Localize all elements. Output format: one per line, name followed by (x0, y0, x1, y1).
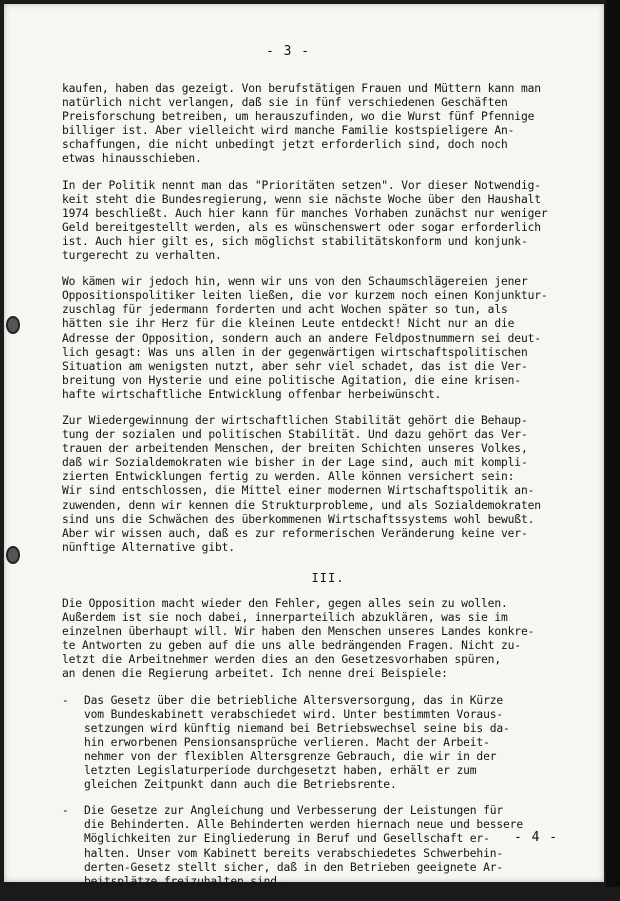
list-item-text: Die Gesetze zur Angleichung und Verbesserung der Leistungen für die Behinderten. Alle Behinderten werden hiernach neue und bessere Möglichkeiten zur Eingliederung in Beruf und Gesellschaft er- halten. Unser vom Kabinett bereits verabschiedetes Schwerbehin- derten-Gesetz stellt sicher, daß in den Betrieben geeignete Ar- beitsplätze freizuhalten sind. (84, 804, 523, 888)
page-number: - 3 - (266, 44, 311, 59)
next-page-marker: - 4 - (514, 830, 559, 845)
list-item (62, 804, 594, 889)
list-item-text: Das Gesetz über die betriebliche Altersversorgung, das in Kürze vom Bundeskabinett verabschiedet wird. Unter bestimmten Voraus- setzungen wird künftig niemand bei Betriebswechsel seine bis da- hin erworbenen Pensionsansprüche verlieren. Macht der Arbeit- nehmer von der flexiblen Altersgrenze Gebrauch, die wir in der letzten Legislaturperiode durchgesetzt haben, erhält er zum gleichen Zeitpunkt dann auch die Betriebsrente. (84, 693, 510, 792)
punch-hole (6, 316, 20, 334)
list-item (62, 694, 594, 793)
scan-edge (606, 0, 620, 887)
paragraph: Die Opposition macht wieder den Fehler, gegen alles sein zu wollen. Außerdem ist sie noch dabei, innerparteilich abzuklären, was sie im einzelnen überhaupt will. Wir haben den Menschen unseres Landes konkre- te Antworten zu geben auf die uns alle bedrängenden Fragen. Nicht zu- letzt die Arbeitnehmer werden dies an den Gesetzesvorhaben spüren, an denen die Regierung arbeitet. Ich nenne drei Beispiele: (62, 597, 535, 681)
bullet-marker: - (62, 693, 69, 707)
paragraph: In der Politik nennt man das "Prioritäten setzen". Vor dieser Notwendig- keit steht die Bundesregierung, wenn sie nächste Woche über den Haushalt 1974 beschließt. Auch hier kann für manches Vorhaben zunächst nur weniger Geld bereitgestellt werden, als es wünschenswert oder sogar erforderlich ist. Auch hier gilt es, sich möglichst stabilitätskonform und konjunk- turgerecht zu verhalten. (62, 178, 548, 263)
document-page (4, 4, 604, 888)
bullet-marker: - (62, 804, 69, 818)
punch-hole (6, 546, 20, 564)
paragraph: kaufen, haben das gezeigt. Von berufstätigen Frauen und Müttern kann man natürlich nicht verlangen, daß sie in fünf verschiedenen Geschäften Preisforschung betreiben, um herauszufinden, wo die Wurst fünf Pfennige billiger ist. Aber vielleicht wird manche Familie kostspieligere An- schaffungen, die nicht unbedingt jetzt erforderlich sind, doch noch etwas hinausschieben. (62, 82, 541, 166)
section-heading: III. (311, 570, 345, 585)
paragraph: Wo kämen wir jedoch hin, wenn wir uns von den Schaumschlägereien jener Oppositionspolitiker leiten ließen, die vor kurzem noch einen Konjunktur- zuschlag für jedermann forderten und acht Wochen später so tun, als hätten sie ihr Herz für die kleinen Leute entdeckt! Nicht nur an die Adresse der Opposition, sondern auch an andere Feldpostnummern sei deut- lich gesagt: Was uns allen in der gegenwärtigen wirtschaftspolitischen Situation am wenigsten nutzt, aber sehr viel schadet, das ist die Ver- breitung von Hysterie und eine politische Agitation, die eine krisen- hafte wirtschaftliche Entwicklung offenbar herbeiwünscht. (62, 275, 548, 401)
paragraph: Zur Wiedergewinnung der wirtschaftlichen Stabilität gehört die Behaup- tung der sozialen und politischen Stabilität. Und dazu gehört das Ver- trauen der arbeitenden Menschen, der breiten Schichten unseres Volkes, daß wir Sozialdemokraten wie bisher in der Lage sind, auch mit kompli- zierten Entwicklungen fertig zu werden. Alle können versichert sein: Wir sind entschlossen, die Mittel einer modernen Wirtschaftspolitik an- zuwenden, denn wir kennen die Strukturprobleme, und als Sozialdemokraten sind uns die Schwächen des überkommenen Wirtschaftssystems wohl bewußt. Aber wir wissen auch, daß es zur reformerischen Veränderung keine ver- nünftige Alternative gibt. (62, 413, 541, 554)
document-body (62, 82, 594, 901)
